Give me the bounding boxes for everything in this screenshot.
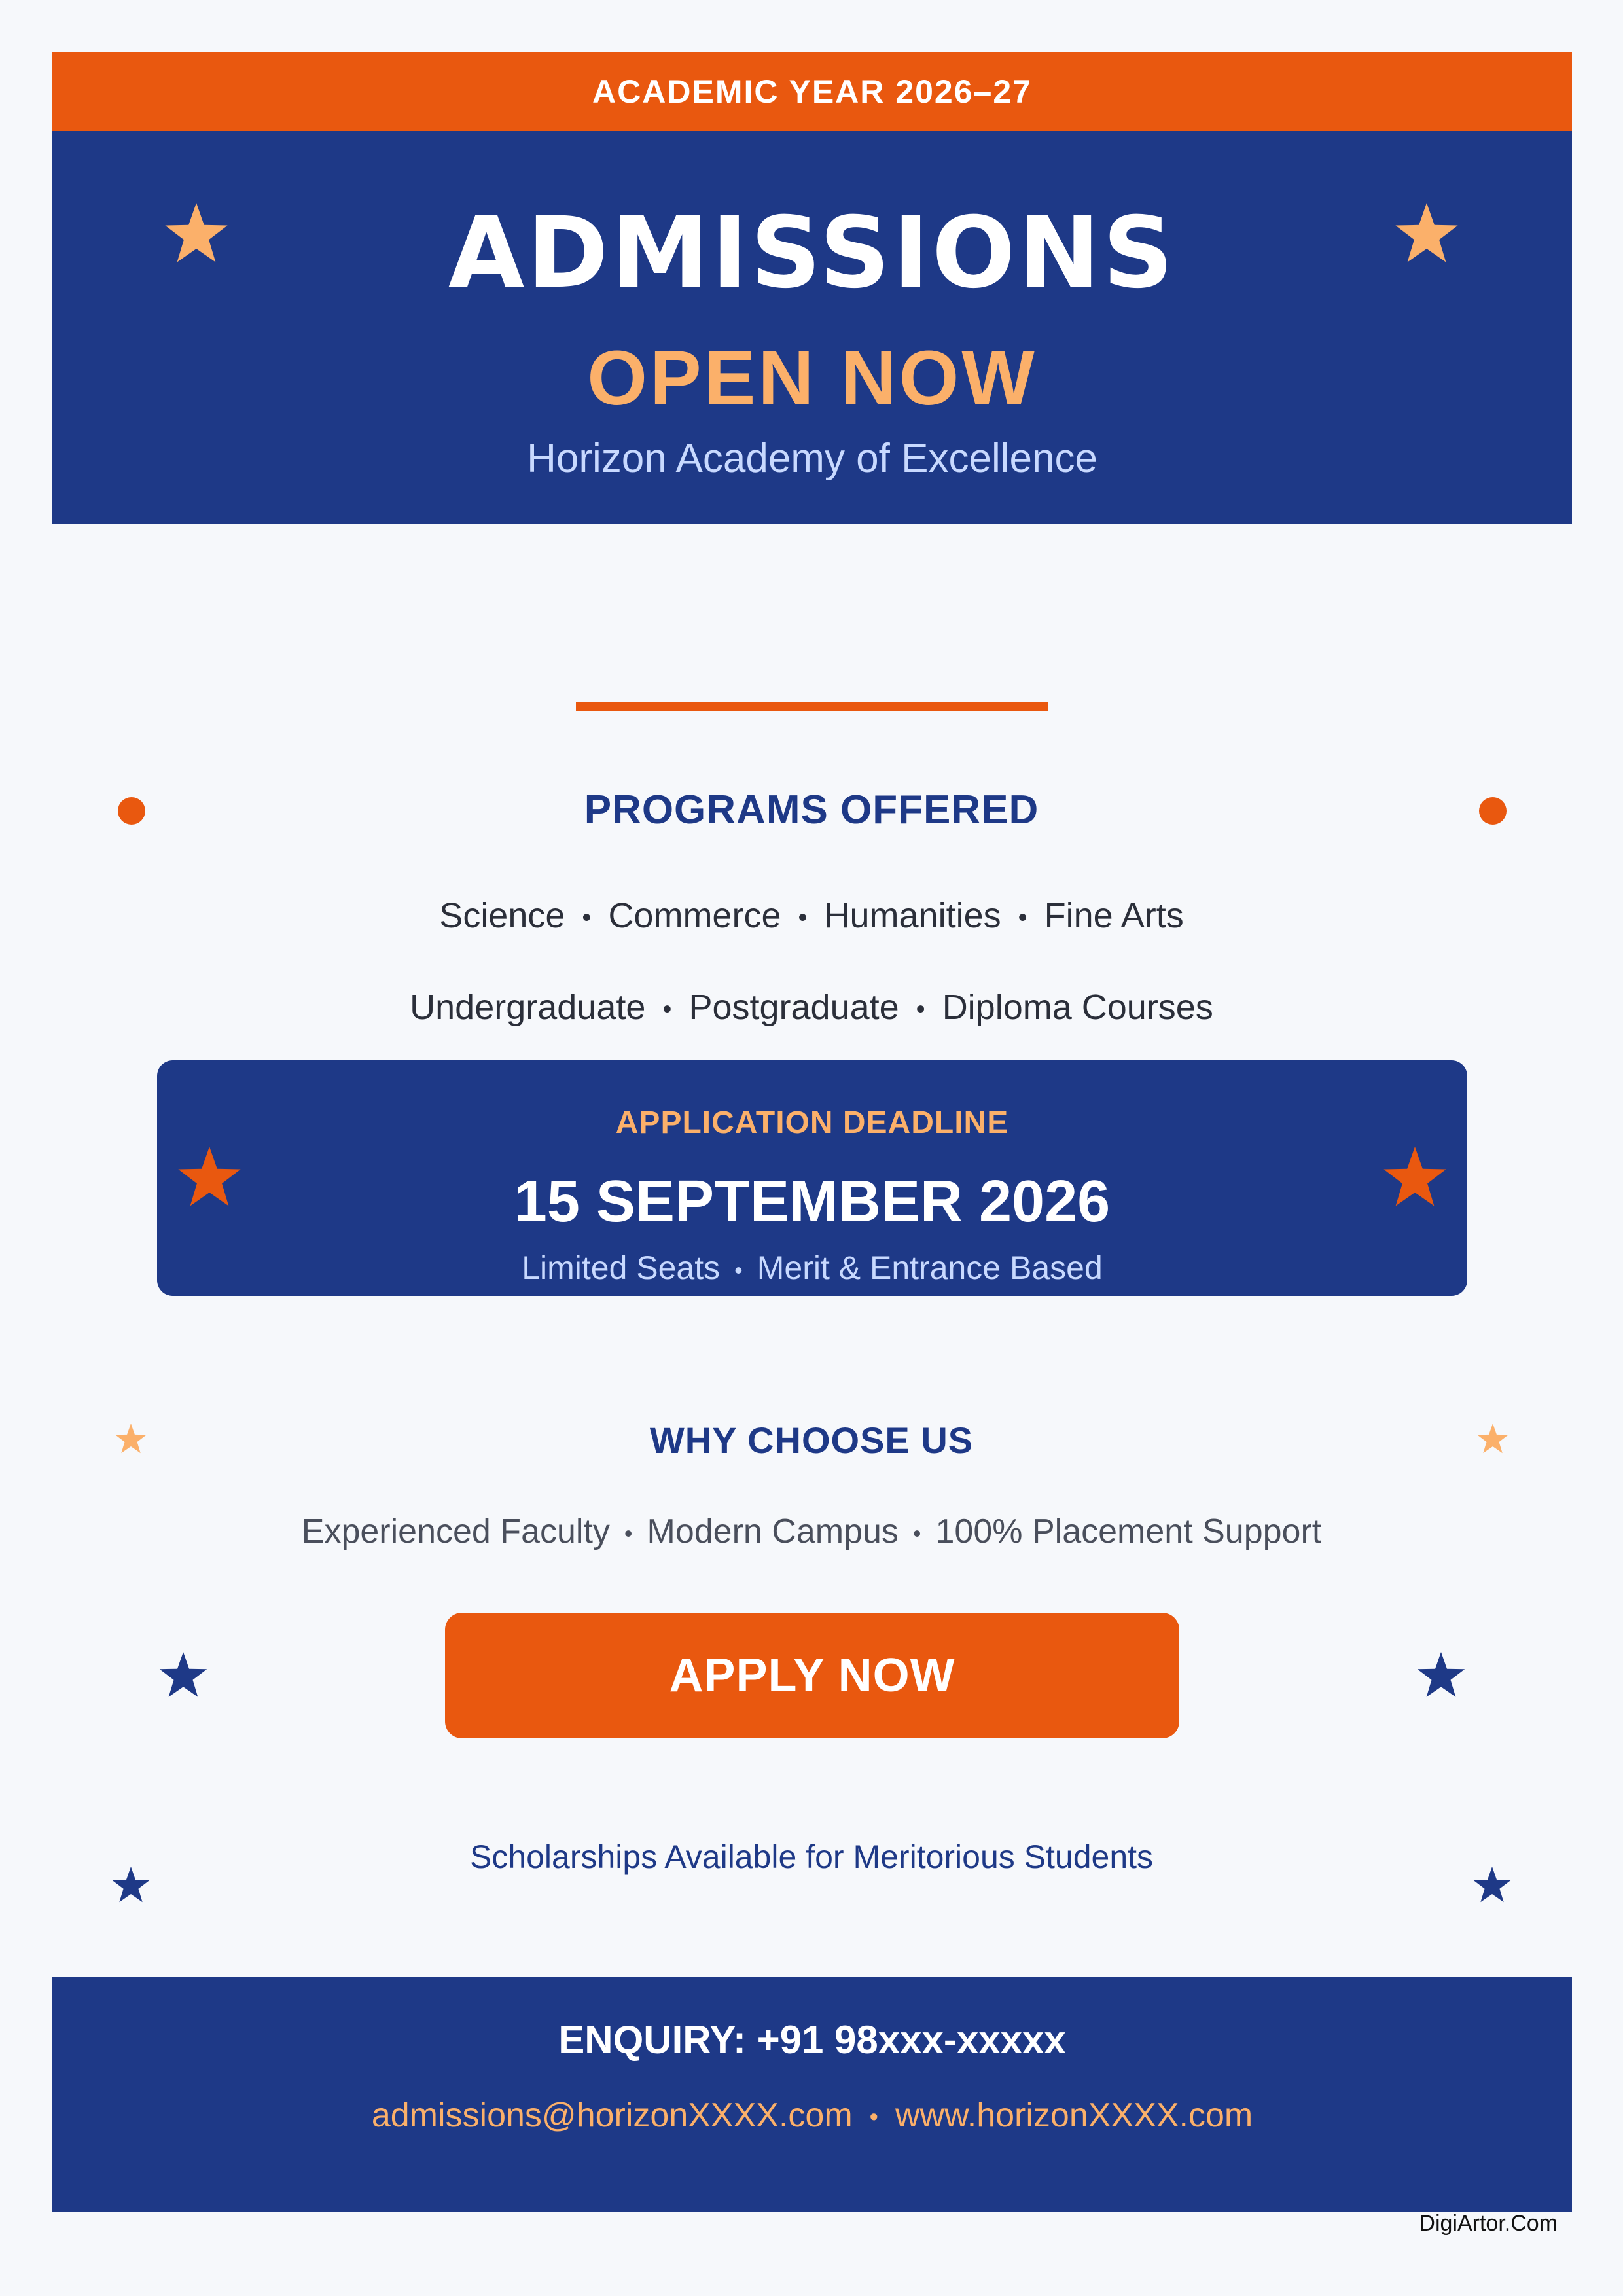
separator: • xyxy=(1018,903,1027,933)
email-link[interactable]: admissions@horizonXXXX.com xyxy=(371,2096,853,2134)
enquiry-phone: ENQUIRY: +91 98xxx-xxxxx xyxy=(558,2018,1066,2062)
star-icon xyxy=(1394,203,1459,268)
deadline-note: Limited Seats xyxy=(522,1249,721,1286)
deadline-note: Merit & Entrance Based xyxy=(757,1249,1103,1286)
page-subtitle: OPEN NOW xyxy=(587,335,1037,422)
list-item: Commerce xyxy=(608,896,781,935)
list-item: 100% Placement Support xyxy=(935,1513,1322,1551)
academic-year-text: ACADEMIC YEAR 2026–27 xyxy=(592,73,1032,110)
list-item: Postgraduate xyxy=(688,988,899,1027)
separator: • xyxy=(624,1520,633,1547)
hero-banner xyxy=(52,131,1572,524)
list-item: Diploma Courses xyxy=(942,988,1213,1027)
academic-year-banner xyxy=(52,52,1572,131)
list-item: Humanities xyxy=(824,896,1001,935)
section-divider xyxy=(576,702,1048,711)
star-icon xyxy=(177,1147,242,1212)
separator: • xyxy=(734,1256,743,1283)
list-item: Undergraduate xyxy=(410,988,646,1027)
star-icon xyxy=(164,203,229,268)
list-item: Science xyxy=(439,896,565,935)
separator: • xyxy=(662,995,672,1024)
separator: • xyxy=(582,903,592,933)
website-link[interactable]: www.horizonXXXX.com xyxy=(895,2096,1253,2134)
separator: • xyxy=(912,1520,921,1547)
footer-links xyxy=(52,2096,1572,2135)
separator: • xyxy=(798,903,808,933)
page-title: ADMISSIONS xyxy=(448,196,1176,310)
star-icon xyxy=(158,1652,208,1702)
list-item: Fine Arts xyxy=(1044,896,1184,935)
separator: • xyxy=(869,2103,878,2131)
apply-now-label: APPLY NOW xyxy=(669,1649,955,1702)
deadline-notes xyxy=(157,1249,1467,1287)
deadline-date: 15 SEPTEMBER 2026 xyxy=(514,1169,1111,1234)
programs-levels xyxy=(0,987,1623,1028)
apply-now-button[interactable] xyxy=(445,1613,1179,1738)
list-item: Modern Campus xyxy=(647,1513,899,1551)
deadline-label: APPLICATION DEADLINE xyxy=(615,1105,1009,1140)
school-name: Horizon Academy of Excellence xyxy=(527,436,1097,481)
separator: • xyxy=(916,995,925,1024)
star-icon xyxy=(1416,1652,1466,1702)
why-heading: WHY CHOOSE US xyxy=(649,1420,974,1461)
programs-streams xyxy=(0,895,1623,936)
scholarship-note: Scholarships Available for Meritorious Students xyxy=(469,1839,1154,1875)
programs-heading: PROGRAMS OFFERED xyxy=(584,787,1039,833)
footer-contact xyxy=(52,1977,1572,2212)
star-icon xyxy=(1382,1147,1448,1212)
list-item: Experienced Faculty xyxy=(301,1513,610,1551)
credit-text: DigiArtor.Com xyxy=(1419,2211,1558,2236)
why-points xyxy=(0,1512,1623,1551)
deadline-box xyxy=(157,1060,1467,1296)
